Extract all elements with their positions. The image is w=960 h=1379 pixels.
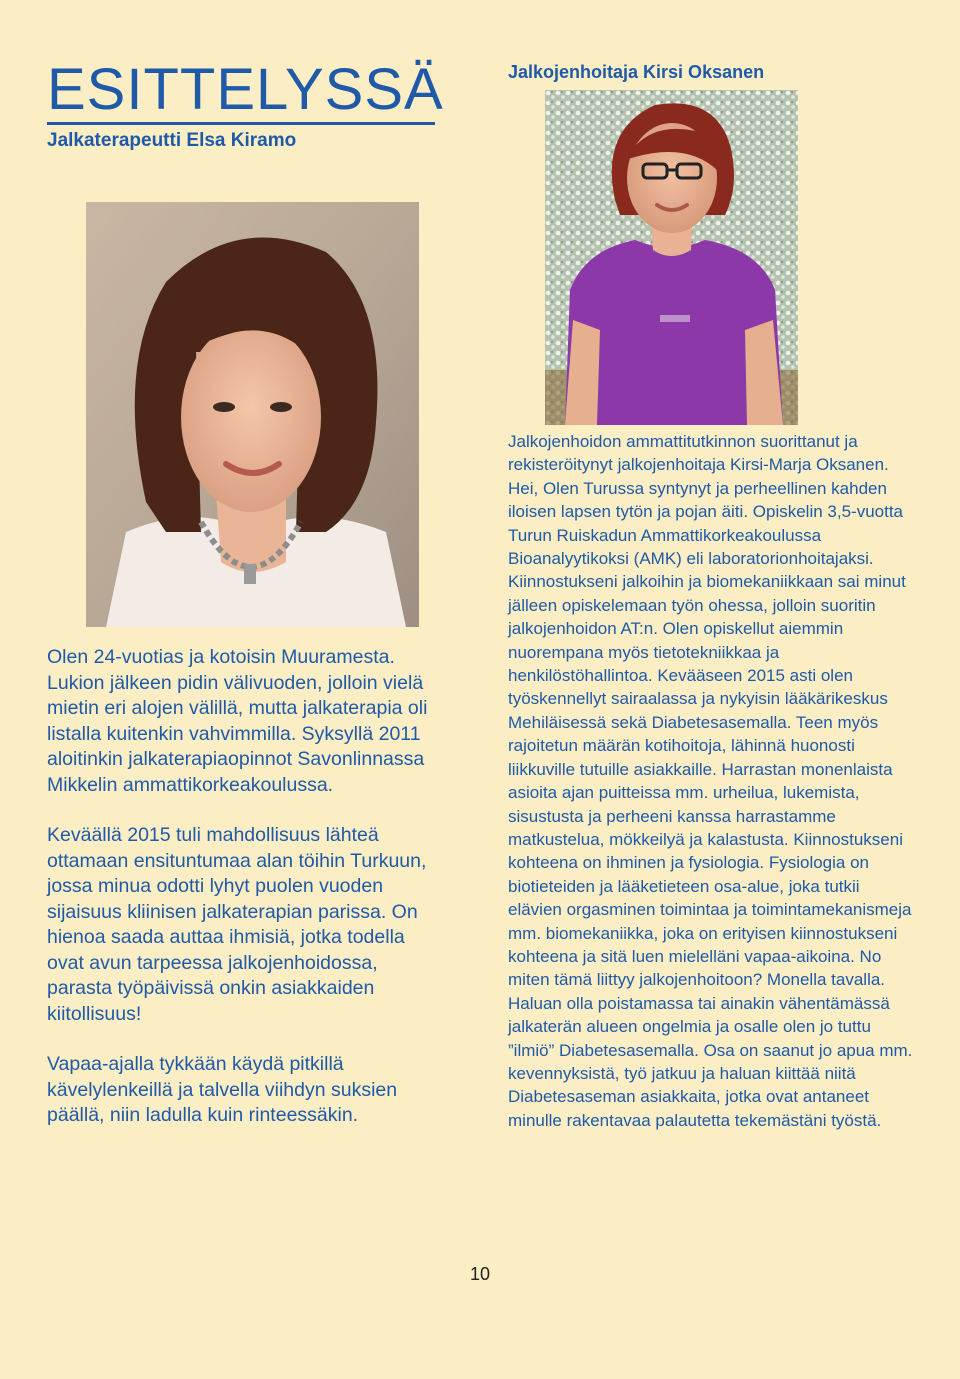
left-paragraph-1: Olen 24-vuotias ja kotoisin Muuramesta. Lukion jälkeen pidin välivuoden, jolloin vielä mietin eri alojen välillä, mutta jalkaterapia oli listalla kuitenkin vahvimmilla. Syksyllä 2011 aloitinkin jalkaterapiaopinnot Savonlinnassa Mikkelin ammattikorkeakoulussa. (47, 646, 428, 796)
left-paragraph-2: Keväällä 2015 tuli mahdollisuus lähteä ottamaan ensituntumaa alan töihin Turkuun, jossa minua odotti lyhyt puolen vuoden sijaisuus kliinisen jalkaterapian parissa. On hienoa saada auttaa ihmisiä, jotka todella ovat avun tarpeessa jalkojenhoidossa, parasta työpäivissä onkin asiakkaiden kiitollisuus! (47, 824, 427, 1025)
left-article-body (47, 645, 442, 1154)
right-article-subtitle: Jalkojenhoitaja Kirsi Oksanen (508, 62, 765, 82)
page-number: 10 (469, 1264, 491, 1284)
page-title: ESITTELYSSÄ (47, 57, 444, 122)
left-article-subtitle: Jalkaterapeutti Elsa Kiramo (47, 130, 297, 151)
right-article-body (508, 430, 918, 1132)
right-paragraph-1: Jalkojenhoidon ammattitutkinnon suorittanut ja rekisteröitynyt jalkojenhoitaja Kirsi-Marja Oksanen. Hei, Olen Turussa syntynyt ja perheellinen kahden iloisen lapsen tytön ja pojan äiti. Opiskelin 3,5-vuotta Turun Ruiskadun Ammattikorkeakoulussa Bioanalyytikoksi (AMK) eli laboratorionhoitajaksi. Kiinnostukseni jalkoihin ja biomekaniikkaan sai minut jälleen opiskelemaan työn ohessa, jolloin suoritin jalkojenhoidon AT:n. Olen opiskellut aiemmin nuorempana myös tietotekniikkaa ja henkilöstöhallintoa. Kevääseen 2015 asti olen työskennellyt sairaalassa ja nykyisin lääkärikeskus Mehiläisessä sekä Diabetesasemalla. Teen myös rajoitetun määrän kotihoitoja, lähinnä huonosti liikkuville tutuille asiakkaille. Harrastan monenlaista asioita ajan puitteissa mm. urheilua, lukemista, sisustusta ja perheeni kanssa harrastamme matkustelua, mökkeilyä ja kalastusta. Kiinnostukseni kohteena on ihminen ja fysiologia. Fysiologia on biotieteiden ja lääketieteen osa-alue, joka tutkii elävien orgasminen toimintaa ja toimintamekanismeja mm. biomekaniikka, joka on erityisen kiinnostukseni kohteena ja sitä luen mielelläni vapaa-aikoina. No miten tämä liittyy jalkojenhoitoon? Monella tavalla. Haluan olla poistamassa tai ainakin vähentämässä jalkaterän alueen ongelmia ja osalle olen jo tuttu ”ilmiö” Diabetesasemalla. Osa on saanut jo apua mm. kevennyksistä, työ jatkuu ja haluan kiittää niitä Diabetesaseman asiakkaita, jotka ovat antaneet minulle rakentavaa palautetta tekemästäni työstä. (508, 432, 913, 1130)
left-paragraph-3: Vapaa-ajalla tykkään käydä pitkillä kävelylenkeillä ja talvella viihdyn suksien päällä, niin ladulla kuin rinteessäkin. (47, 1053, 398, 1126)
portrait-photo-kirsi (545, 90, 798, 425)
title-underline (47, 122, 435, 125)
portrait-photo-elsa (86, 202, 419, 627)
